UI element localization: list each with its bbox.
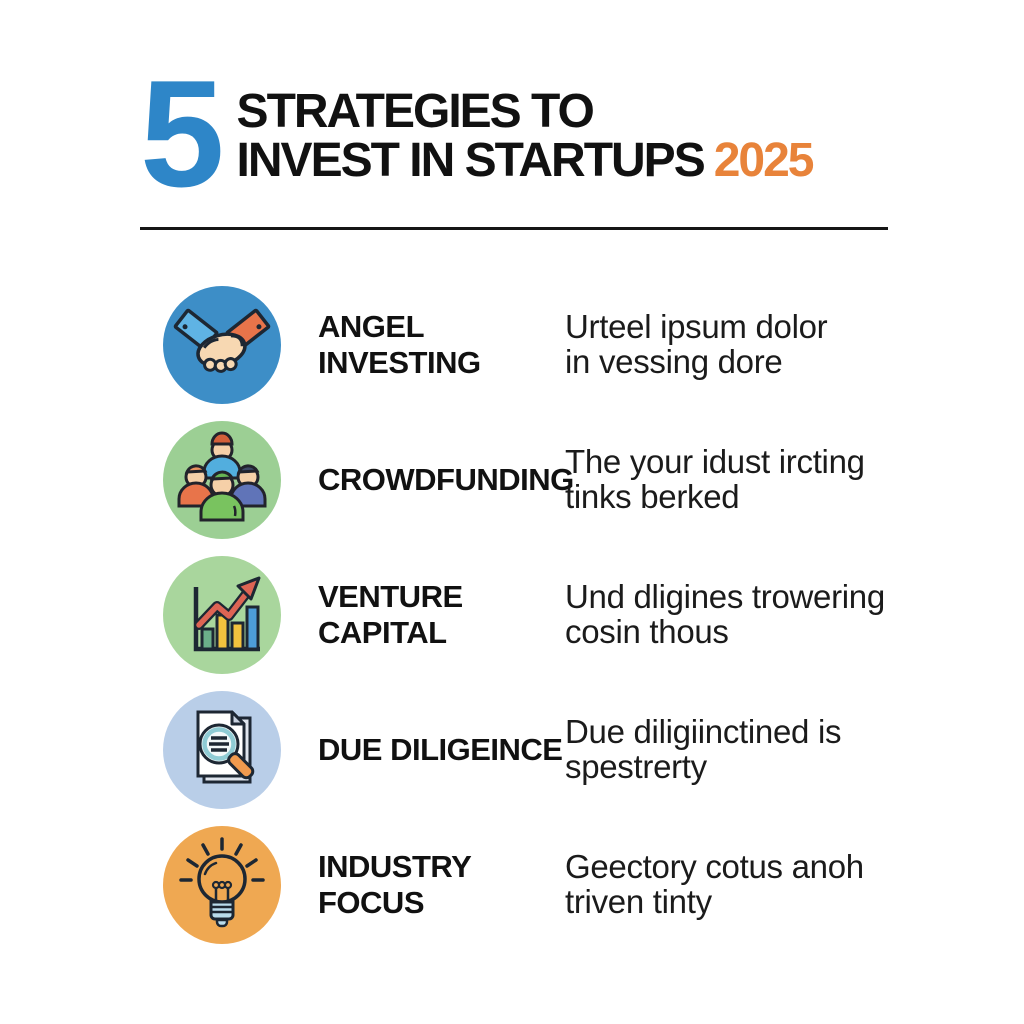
item-label: ANGEL INVESTING	[318, 308, 481, 380]
page-title	[237, 82, 813, 186]
description-line-2: in vessing dore	[565, 342, 783, 380]
description-line-1: Urteel ipsum dolor	[565, 307, 828, 345]
header-divider	[140, 227, 888, 230]
header	[140, 49, 1024, 219]
description-line-1: Due diligiinctined is	[565, 712, 842, 750]
description-line-2: tinks berked	[565, 477, 740, 515]
description-line-1: Geectory cotus anoh	[565, 847, 864, 885]
item-label: CROWDFUNDING	[318, 461, 574, 497]
list-item-venture-capital	[140, 556, 1024, 674]
description-line-1: The your idust ircting	[565, 442, 865, 480]
item-label: DUE DILIGEINCE	[318, 731, 563, 767]
item-description	[565, 847, 864, 920]
list-item-due-diligence	[140, 691, 1024, 809]
growth-chart-icon	[163, 556, 281, 674]
handshake-icon	[163, 286, 281, 404]
description-line-2: spestrerty	[565, 747, 707, 785]
item-description	[565, 577, 885, 650]
item-description	[565, 712, 842, 785]
item-description	[565, 307, 828, 380]
crowd-icon	[163, 421, 281, 539]
lightbulb-icon	[163, 826, 281, 944]
title-line-2-text: INVEST IN STARTUPS	[236, 134, 704, 188]
title-line-2	[236, 134, 813, 188]
list-item-crowdfunding	[140, 421, 1024, 539]
description-line-2: cosin thous	[565, 612, 729, 650]
list-item-industry-focus	[140, 826, 1024, 944]
item-description	[565, 442, 865, 515]
big-number-5: 5	[140, 49, 221, 219]
document-magnifier-icon	[163, 691, 281, 809]
item-label: VENTURE CAPITAL	[318, 578, 463, 650]
title-year: 2025	[713, 134, 813, 188]
title-line-1: STRATEGIES TO	[236, 85, 593, 139]
description-line-2: triven tinty	[565, 882, 712, 920]
description-line-1: Und dligines trowering	[565, 577, 885, 615]
strategy-list	[140, 286, 1024, 944]
list-item-angel-investing	[140, 286, 1024, 404]
item-label: INDUSTRY FOCUS	[318, 848, 471, 920]
